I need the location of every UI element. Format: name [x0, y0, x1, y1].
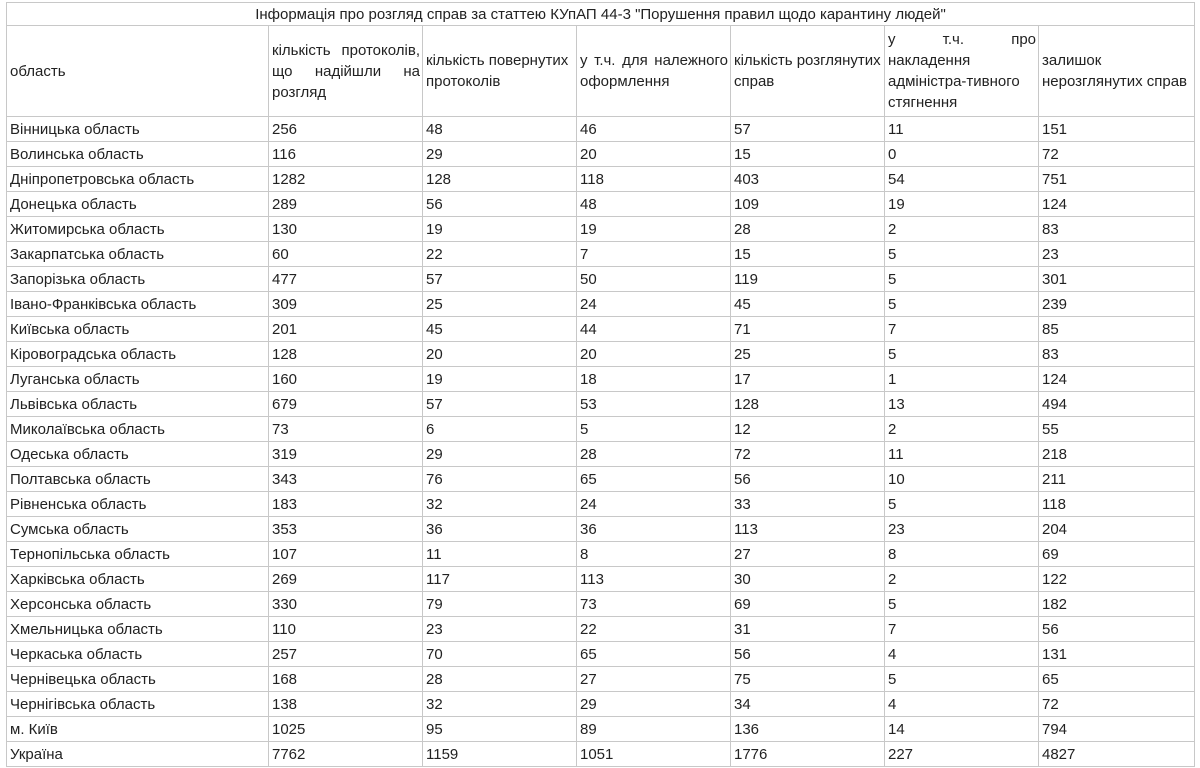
reviewed-cell: 28	[731, 217, 885, 242]
table-header-row	[7, 26, 1195, 117]
returned-cell: 45	[423, 317, 577, 342]
region-cell: Рівненська область	[7, 492, 269, 517]
reviewed-cell: 27	[731, 542, 885, 567]
penalty-cell: 8	[885, 542, 1039, 567]
region-cell: м. Київ	[7, 717, 269, 742]
region-cell: Полтавська область	[7, 467, 269, 492]
header-cases-reviewed: кількість розглянутих справ	[731, 26, 885, 117]
returned-cell: 95	[423, 717, 577, 742]
remaining-cell: 83	[1039, 217, 1195, 242]
table-row	[7, 317, 1195, 342]
reviewed-cell: 34	[731, 692, 885, 717]
returned-cell: 22	[423, 242, 577, 267]
table-row	[7, 242, 1195, 267]
table-row	[7, 492, 1195, 517]
formatting-cell: 20	[577, 142, 731, 167]
region-cell: Хмельницька область	[7, 617, 269, 642]
penalty-cell: 5	[885, 592, 1039, 617]
remaining-cell: 55	[1039, 417, 1195, 442]
returned-cell: 76	[423, 467, 577, 492]
document-page	[6, 2, 1200, 767]
formatting-cell: 19	[577, 217, 731, 242]
remaining-cell: 494	[1039, 392, 1195, 417]
returned-cell: 19	[423, 217, 577, 242]
table-row	[7, 717, 1195, 742]
region-cell: Київська область	[7, 317, 269, 342]
region-cell: Тернопільська область	[7, 542, 269, 567]
received-cell: 269	[269, 567, 423, 592]
formatting-cell: 29	[577, 692, 731, 717]
penalty-cell: 4	[885, 692, 1039, 717]
received-cell: 138	[269, 692, 423, 717]
reviewed-cell: 15	[731, 242, 885, 267]
region-cell: Чернівецька область	[7, 667, 269, 692]
returned-cell: 29	[423, 442, 577, 467]
table-row	[7, 642, 1195, 667]
penalty-cell: 10	[885, 467, 1039, 492]
remaining-cell: 4827	[1039, 742, 1195, 767]
formatting-cell: 36	[577, 517, 731, 542]
received-cell: 183	[269, 492, 423, 517]
returned-cell: 19	[423, 367, 577, 392]
table-row	[7, 667, 1195, 692]
quarantine-cases-table	[6, 2, 1195, 767]
region-cell: Сумська область	[7, 517, 269, 542]
header-protocols-returned: кількість повернутих протоколів	[423, 26, 577, 117]
penalty-cell: 5	[885, 267, 1039, 292]
remaining-cell: 72	[1039, 142, 1195, 167]
returned-cell: 48	[423, 117, 577, 142]
penalty-cell: 1	[885, 367, 1039, 392]
reviewed-cell: 71	[731, 317, 885, 342]
formatting-cell: 65	[577, 642, 731, 667]
returned-cell: 56	[423, 192, 577, 217]
formatting-cell: 1051	[577, 742, 731, 767]
formatting-cell: 44	[577, 317, 731, 342]
received-cell: 130	[269, 217, 423, 242]
region-cell: Волинська область	[7, 142, 269, 167]
remaining-cell: 151	[1039, 117, 1195, 142]
returned-cell: 6	[423, 417, 577, 442]
remaining-cell: 182	[1039, 592, 1195, 617]
penalty-cell: 5	[885, 292, 1039, 317]
table-total-row	[7, 742, 1195, 767]
returned-cell: 25	[423, 292, 577, 317]
remaining-cell: 131	[1039, 642, 1195, 667]
formatting-cell: 5	[577, 417, 731, 442]
penalty-cell: 5	[885, 342, 1039, 367]
region-cell: Херсонська область	[7, 592, 269, 617]
remaining-cell: 211	[1039, 467, 1195, 492]
table-row	[7, 192, 1195, 217]
penalty-cell: 5	[885, 242, 1039, 267]
received-cell: 289	[269, 192, 423, 217]
table-row	[7, 442, 1195, 467]
remaining-cell: 794	[1039, 717, 1195, 742]
table-row	[7, 217, 1195, 242]
region-cell: Миколаївська область	[7, 417, 269, 442]
formatting-cell: 65	[577, 467, 731, 492]
formatting-cell: 28	[577, 442, 731, 467]
penalty-cell: 11	[885, 442, 1039, 467]
reviewed-cell: 128	[731, 392, 885, 417]
region-cell: Україна	[7, 742, 269, 767]
returned-cell: 28	[423, 667, 577, 692]
table-row	[7, 567, 1195, 592]
penalty-cell: 2	[885, 217, 1039, 242]
formatting-cell: 46	[577, 117, 731, 142]
remaining-cell: 124	[1039, 367, 1195, 392]
received-cell: 309	[269, 292, 423, 317]
returned-cell: 128	[423, 167, 577, 192]
table-row	[7, 367, 1195, 392]
penalty-cell: 2	[885, 417, 1039, 442]
received-cell: 256	[269, 117, 423, 142]
table-row	[7, 592, 1195, 617]
penalty-cell: 227	[885, 742, 1039, 767]
received-cell: 128	[269, 342, 423, 367]
reviewed-cell: 113	[731, 517, 885, 542]
table-row	[7, 542, 1195, 567]
returned-cell: 70	[423, 642, 577, 667]
reviewed-cell: 33	[731, 492, 885, 517]
remaining-cell: 72	[1039, 692, 1195, 717]
received-cell: 160	[269, 367, 423, 392]
table-body	[7, 117, 1195, 767]
received-cell: 319	[269, 442, 423, 467]
reviewed-cell: 30	[731, 567, 885, 592]
region-cell: Івано-Франківська область	[7, 292, 269, 317]
reviewed-cell: 25	[731, 342, 885, 367]
reviewed-cell: 31	[731, 617, 885, 642]
region-cell: Донецька область	[7, 192, 269, 217]
penalty-cell: 23	[885, 517, 1039, 542]
penalty-cell: 13	[885, 392, 1039, 417]
formatting-cell: 8	[577, 542, 731, 567]
reviewed-cell: 56	[731, 467, 885, 492]
remaining-cell: 301	[1039, 267, 1195, 292]
received-cell: 343	[269, 467, 423, 492]
remaining-cell: 751	[1039, 167, 1195, 192]
remaining-cell: 85	[1039, 317, 1195, 342]
reviewed-cell: 12	[731, 417, 885, 442]
table-row	[7, 467, 1195, 492]
reviewed-cell: 75	[731, 667, 885, 692]
region-cell: Луганська область	[7, 367, 269, 392]
reviewed-cell: 136	[731, 717, 885, 742]
penalty-cell: 19	[885, 192, 1039, 217]
formatting-cell: 73	[577, 592, 731, 617]
table-row	[7, 692, 1195, 717]
received-cell: 1025	[269, 717, 423, 742]
formatting-cell: 20	[577, 342, 731, 367]
received-cell: 107	[269, 542, 423, 567]
table-title-row	[7, 3, 1195, 26]
returned-cell: 57	[423, 267, 577, 292]
header-region: область	[7, 26, 269, 117]
reviewed-cell: 69	[731, 592, 885, 617]
table-row	[7, 617, 1195, 642]
region-cell: Запорізька область	[7, 267, 269, 292]
reviewed-cell: 109	[731, 192, 885, 217]
penalty-cell: 2	[885, 567, 1039, 592]
formatting-cell: 50	[577, 267, 731, 292]
received-cell: 353	[269, 517, 423, 542]
region-cell: Харківська область	[7, 567, 269, 592]
formatting-cell: 113	[577, 567, 731, 592]
header-protocols-received: кількість протоколів, що надійшли на розгляд	[269, 26, 423, 117]
remaining-cell: 124	[1039, 192, 1195, 217]
reviewed-cell: 72	[731, 442, 885, 467]
region-cell: Чернігівська область	[7, 692, 269, 717]
remaining-cell: 83	[1039, 342, 1195, 367]
returned-cell: 23	[423, 617, 577, 642]
remaining-cell: 56	[1039, 617, 1195, 642]
table-title: Інформація про розгляд справ за статтею КУпАП 44-3 "Порушення правил щодо карантину людей"	[7, 3, 1195, 26]
region-cell: Дніпропетровська область	[7, 167, 269, 192]
header-unreviewed-remaining: залишок нерозглянутих справ	[1039, 26, 1195, 117]
received-cell: 1282	[269, 167, 423, 192]
penalty-cell: 5	[885, 667, 1039, 692]
table-row	[7, 292, 1195, 317]
table-row	[7, 517, 1195, 542]
region-cell: Львівська область	[7, 392, 269, 417]
table-row	[7, 417, 1195, 442]
formatting-cell: 53	[577, 392, 731, 417]
formatting-cell: 22	[577, 617, 731, 642]
reviewed-cell: 15	[731, 142, 885, 167]
region-cell: Одеська область	[7, 442, 269, 467]
reviewed-cell: 56	[731, 642, 885, 667]
received-cell: 110	[269, 617, 423, 642]
returned-cell: 11	[423, 542, 577, 567]
formatting-cell: 18	[577, 367, 731, 392]
table-row	[7, 142, 1195, 167]
received-cell: 201	[269, 317, 423, 342]
remaining-cell: 69	[1039, 542, 1195, 567]
returned-cell: 32	[423, 692, 577, 717]
penalty-cell: 7	[885, 617, 1039, 642]
returned-cell: 57	[423, 392, 577, 417]
formatting-cell: 7	[577, 242, 731, 267]
penalty-cell: 7	[885, 317, 1039, 342]
received-cell: 60	[269, 242, 423, 267]
table-row	[7, 392, 1195, 417]
remaining-cell: 204	[1039, 517, 1195, 542]
remaining-cell: 218	[1039, 442, 1195, 467]
header-administrative-penalty: у т.ч. про накладення адміністра-тивного стягнення	[885, 26, 1039, 117]
remaining-cell: 239	[1039, 292, 1195, 317]
table-row	[7, 167, 1195, 192]
penalty-cell: 11	[885, 117, 1039, 142]
header-returned-for-formatting: у т.ч. для належного оформлення	[577, 26, 731, 117]
received-cell: 679	[269, 392, 423, 417]
formatting-cell: 89	[577, 717, 731, 742]
returned-cell: 32	[423, 492, 577, 517]
reviewed-cell: 1776	[731, 742, 885, 767]
penalty-cell: 4	[885, 642, 1039, 667]
table-row	[7, 117, 1195, 142]
remaining-cell: 118	[1039, 492, 1195, 517]
remaining-cell: 65	[1039, 667, 1195, 692]
remaining-cell: 23	[1039, 242, 1195, 267]
returned-cell: 117	[423, 567, 577, 592]
received-cell: 330	[269, 592, 423, 617]
table-row	[7, 267, 1195, 292]
received-cell: 257	[269, 642, 423, 667]
region-cell: Вінницька область	[7, 117, 269, 142]
penalty-cell: 54	[885, 167, 1039, 192]
penalty-cell: 5	[885, 492, 1039, 517]
region-cell: Житомирська область	[7, 217, 269, 242]
region-cell: Закарпатська область	[7, 242, 269, 267]
region-cell: Кіровоградська область	[7, 342, 269, 367]
reviewed-cell: 17	[731, 367, 885, 392]
formatting-cell: 118	[577, 167, 731, 192]
remaining-cell: 122	[1039, 567, 1195, 592]
returned-cell: 1159	[423, 742, 577, 767]
received-cell: 168	[269, 667, 423, 692]
returned-cell: 20	[423, 342, 577, 367]
formatting-cell: 48	[577, 192, 731, 217]
formatting-cell: 24	[577, 292, 731, 317]
formatting-cell: 27	[577, 667, 731, 692]
table-row	[7, 342, 1195, 367]
reviewed-cell: 57	[731, 117, 885, 142]
formatting-cell: 24	[577, 492, 731, 517]
returned-cell: 29	[423, 142, 577, 167]
returned-cell: 36	[423, 517, 577, 542]
penalty-cell: 14	[885, 717, 1039, 742]
reviewed-cell: 45	[731, 292, 885, 317]
received-cell: 73	[269, 417, 423, 442]
returned-cell: 79	[423, 592, 577, 617]
reviewed-cell: 119	[731, 267, 885, 292]
received-cell: 477	[269, 267, 423, 292]
reviewed-cell: 403	[731, 167, 885, 192]
received-cell: 7762	[269, 742, 423, 767]
penalty-cell: 0	[885, 142, 1039, 167]
region-cell: Черкаська область	[7, 642, 269, 667]
received-cell: 116	[269, 142, 423, 167]
